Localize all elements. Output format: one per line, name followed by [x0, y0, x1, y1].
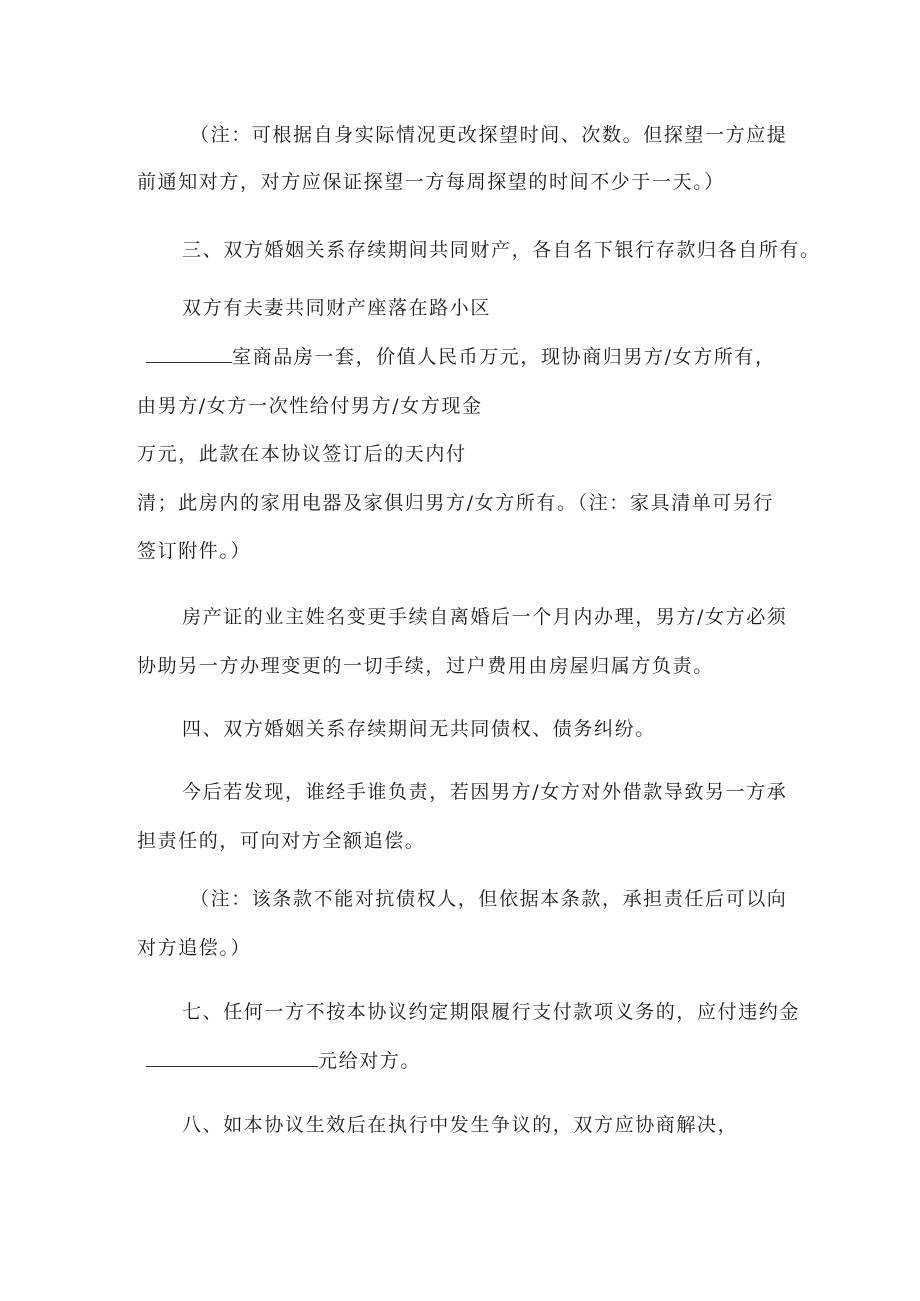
- blank-underline: [146, 344, 232, 363]
- clause-4-heading: 四、双方婚姻关系存续期间无共同债权、债务纠纷。: [182, 718, 656, 740]
- property-line-4: 万元，此款在本协议签订后的天内付: [137, 443, 467, 465]
- debt-line-1: 今后若发现，谁经手谁负责，若因男方/女方对外借款导致另一方承: [182, 781, 788, 803]
- property-line-2-text: 室商品房一套，价值人民币万元，现协商归男方/女方所有，: [232, 346, 776, 368]
- clause-7-line-2: [146, 1048, 421, 1074]
- clause-3-heading: 三、双方婚姻关系存续期间共同财产，各自名下银行存款归各自所有。: [182, 239, 821, 261]
- title-transfer-line-2: 协助另一方办理变更的一切手续，过户费用由房屋归属方负责。: [137, 655, 714, 677]
- property-line-6: 签订附件。）: [137, 540, 252, 562]
- note-visit-line-1: （注：可根据自身实际情况更改探望时间、次数。但探望一方应提: [190, 124, 788, 146]
- note-visit-line-2: 前通知对方，对方应保证探望一方每周探望的时间不少于一天。）: [137, 171, 725, 193]
- note-debt-line-1: （注：该条款不能对抗债权人，但依据本条款，承担责任后可以向: [190, 888, 788, 910]
- debt-line-2: 担责任的，可向对方全额追偿。: [137, 830, 426, 852]
- clause-7-line-1: 七、任何一方不按本协议约定期限履行支付款项义务的，应付违约金: [182, 1001, 801, 1023]
- property-line-3: 由男方/女方一次性给付男方/女方现金: [137, 395, 483, 417]
- clause-7-line-2-text: 元给对方。: [318, 1050, 422, 1072]
- clause-8-line-1: 八、如本协议生效后在执行中发生争议的，双方应协商解决，: [182, 1114, 739, 1136]
- penalty-blank-underline: [146, 1048, 318, 1067]
- note-debt-line-2: 对方追偿。）: [137, 937, 252, 959]
- property-line-2: [146, 344, 776, 370]
- property-line-1: 双方有夫妻共同财产座落在路小区: [182, 297, 492, 319]
- property-line-5: 清；此房内的家用电器及家俱归男方/女方所有。（注：家具清单可另行: [137, 492, 775, 514]
- title-transfer-line-1: 房产证的业主姓名变更手续自离婚后一个月内办理，男方/女方必须: [182, 606, 788, 628]
